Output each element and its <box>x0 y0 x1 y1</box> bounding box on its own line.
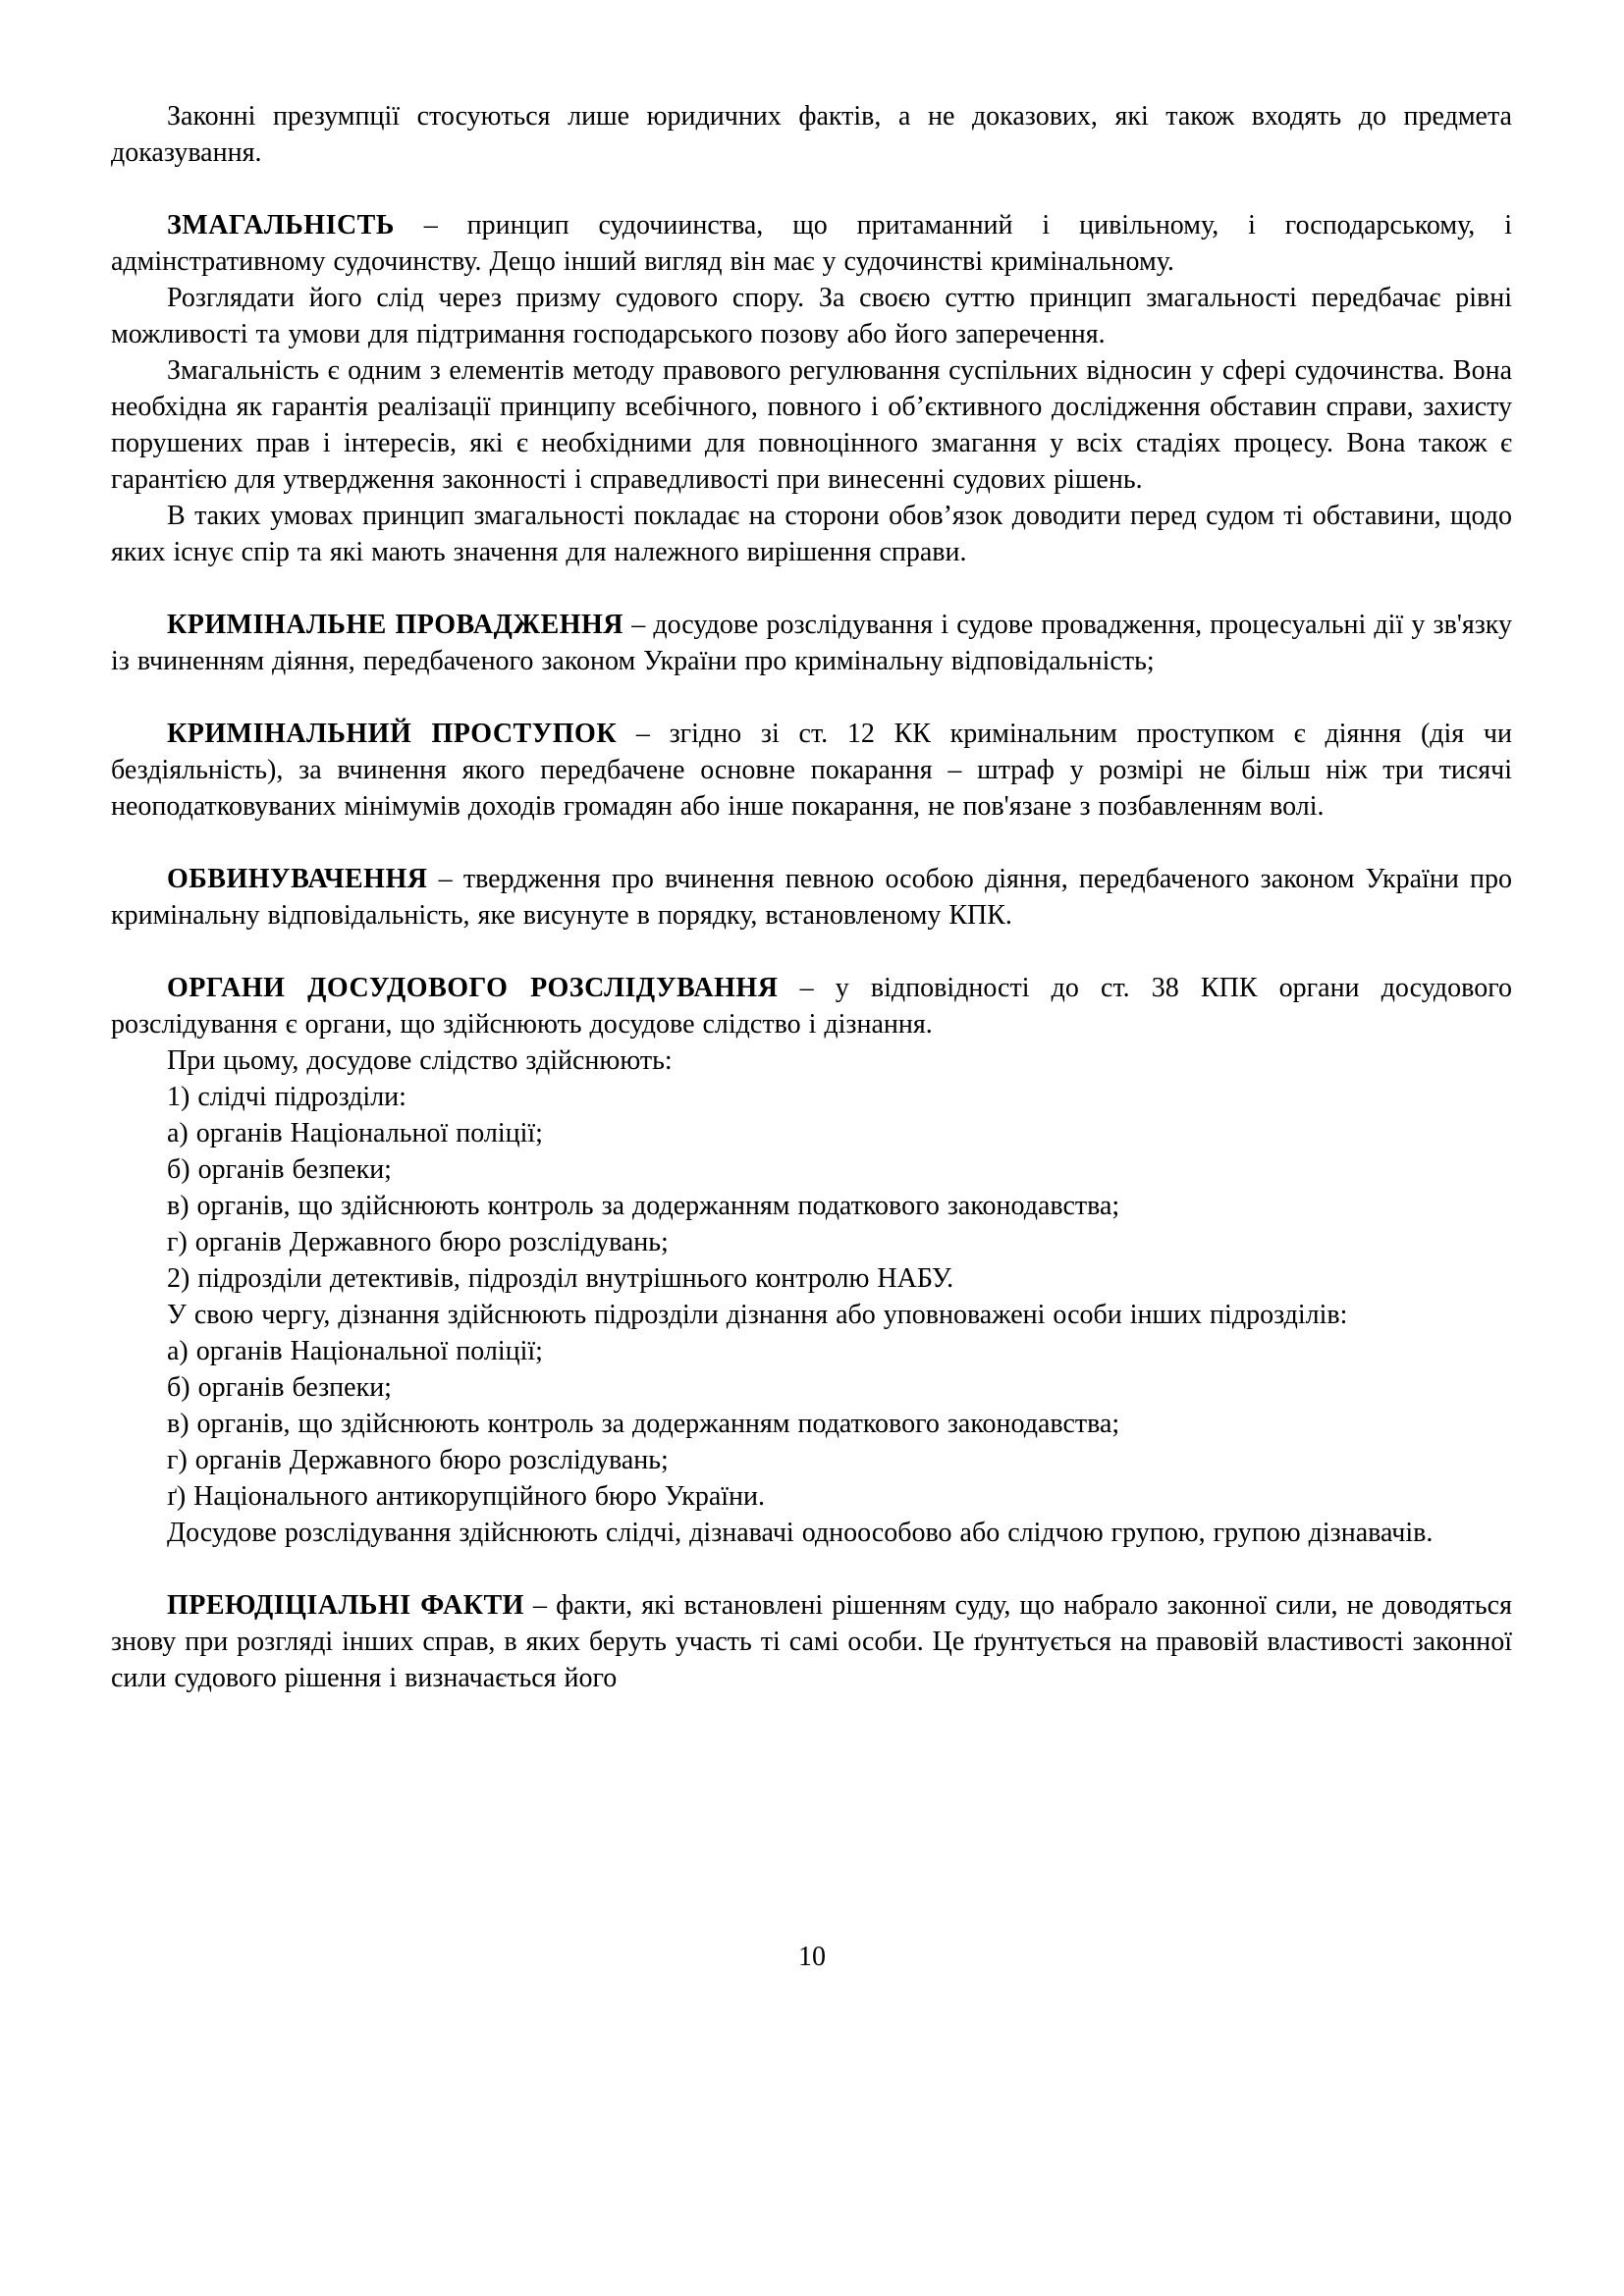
list-item-2gg: ґ) Національного антикорупційного бюро України. <box>167 1481 765 1512</box>
paragraph-presumptions: Законні презумпції стосуються лише юридичних фактів, а не доказових, які також входять до предмета доказування. <box>111 101 1512 168</box>
term-name: КРИМІНАЛЬНЕ ПРОВАДЖЕННЯ <box>167 610 624 640</box>
term-kryminalne-provadzhennia: КРИМІНАЛЬНЕ ПРОВАДЖЕННЯ – досудове розслідування і судове провадження, процесуальні дії у зв'язку із вчиненням діяння, передбаченого законом України про кримінальну відповідальність; <box>111 610 1513 676</box>
term-name: ЗМАГАЛЬНІСТЬ <box>167 210 395 240</box>
paragraph-dosudove-rozsliduvannia: Досудове розслідування здійснюють слідчі, дізнавачі одноособово або слідчою групою, групою дізнавачів. <box>167 1518 1434 1548</box>
term-orhany-dosudovoho-rozsliduvannia: ОРГАНИ ДОСУДОВОГО РОЗСЛІДУВАННЯ – у відповідності до ст. 38 КПК органи досудового розслідування є органи, що здійснюють досудове слідство і дізнання. <box>111 973 1512 1040</box>
term-kryminalnyi-prostupok: КРИМІНАЛЬНИЙ ПРОСТУПОК – згідно зі ст. 12 КК кримінальним проступком є діяння (дія чи бездіяльність), за вчинення якого передбачене основне покарання – штраф у розмірі не більш ніж три тисячі неоподатковуваних мінімумів доходів громадян або інше покарання, не пов'язане з позбавленням волі. <box>111 719 1512 822</box>
list-item-1b: б) органів безпеки; <box>167 1154 392 1185</box>
term-preiudytsialni-fakty: ПРЕЮДІЦІАЛЬНІ ФАКТИ – факти, які встановлені рішенням суду, що набрало законної сили, не доводяться знову при розгляді інших справ, в яких беруть участь ті самі особи. Це ґрунтується на правовій властивості законної сили судового рішення і визначається його <box>111 1590 1512 1693</box>
term-obvynuvachennia: ОБВИНУВАЧЕННЯ – твердження про вчинення певною особою діяння, передбаченого законом України про кримінальну відповідальність, яке висунуте в порядку, встановленому КПК. <box>111 864 1512 931</box>
list-item-1g: г) органів Державного бюро розслідувань; <box>167 1227 669 1257</box>
list-item-1v: в) органів, що здійснюють контроль за додержанням податкового законодавства; <box>167 1191 1120 1221</box>
term-zmahalnist: ЗМАГАЛЬНІСТЬ – принцип судочиинства, що притаманний і цивільному, і господарському, і адмінстративному судочинству. Дещо інший вигляд він має у судочинстві кримінальному. <box>111 210 1512 277</box>
term-name: КРИМІНАЛЬНИЙ ПРОСТУПОК <box>167 719 618 749</box>
term-name: ОБВИНУВАЧЕННЯ <box>167 864 428 894</box>
paragraph-zmahalnist-2: Змагальність є одним з елементів методу правового регулювання суспільних відносин у сфері судочинства. Вона необхідна як гарантія реалізації принципу всебічного, повного і об’єктивного дослідження обставин справи, захисту порушених прав і інтересів, які є необхідними для повноцінного змагання у всіх стадіях процесу. Вона також є гарантією для утвердження законності і справедливості при винесенні судових рішень. <box>111 355 1512 495</box>
paragraph-zmahalnist-3: В таких умовах принцип змагальності покладає на сторони обов’язок доводити перед судом ті обставини, щодо яких існує спір та які мають значення для належного вирішення справи. <box>111 501 1512 567</box>
list-item-2g: г) органів Державного бюро розслідувань; <box>167 1445 669 1475</box>
list-item-2b: б) органів безпеки; <box>167 1372 392 1403</box>
list-item-2v: в) органів, що здійснюють контроль за додержанням податкового законодавства; <box>167 1409 1120 1439</box>
list-item-2a: а) органів Національної поліції; <box>167 1336 543 1366</box>
page-number: 10 <box>798 1942 826 1972</box>
paragraph-u-svoiu-cherhu: У свою чергу, дізнання здійснюють підрозділи дізнання або уповноважені особи інших підрозділів: <box>167 1300 1348 1330</box>
list-item-1a: а) органів Національної поліції; <box>167 1118 543 1148</box>
paragraph-zmahalnist-1: Розглядати його слід через призму судового спору. За своєю суттю принцип змагальності передбачає рівні можливості та умови для підтримання господарського позову або його заперечення. <box>111 283 1512 349</box>
list-item-1: 1) слідчі підрозділи: <box>167 1082 406 1112</box>
list-item-2: 2) підрозділи детективів, підрозділ внутрішнього контролю НАБУ. <box>167 1263 954 1294</box>
document-body <box>111 98 1512 1696</box>
paragraph-pry-tsomu: При цьому, досудове слідство здійснюють: <box>167 1045 673 1076</box>
term-name: ОРГАНИ ДОСУДОВОГО РОЗСЛІДУВАННЯ <box>167 973 779 1003</box>
term-name: ПРЕЮДІЦІАЛЬНІ ФАКТИ <box>167 1590 524 1621</box>
